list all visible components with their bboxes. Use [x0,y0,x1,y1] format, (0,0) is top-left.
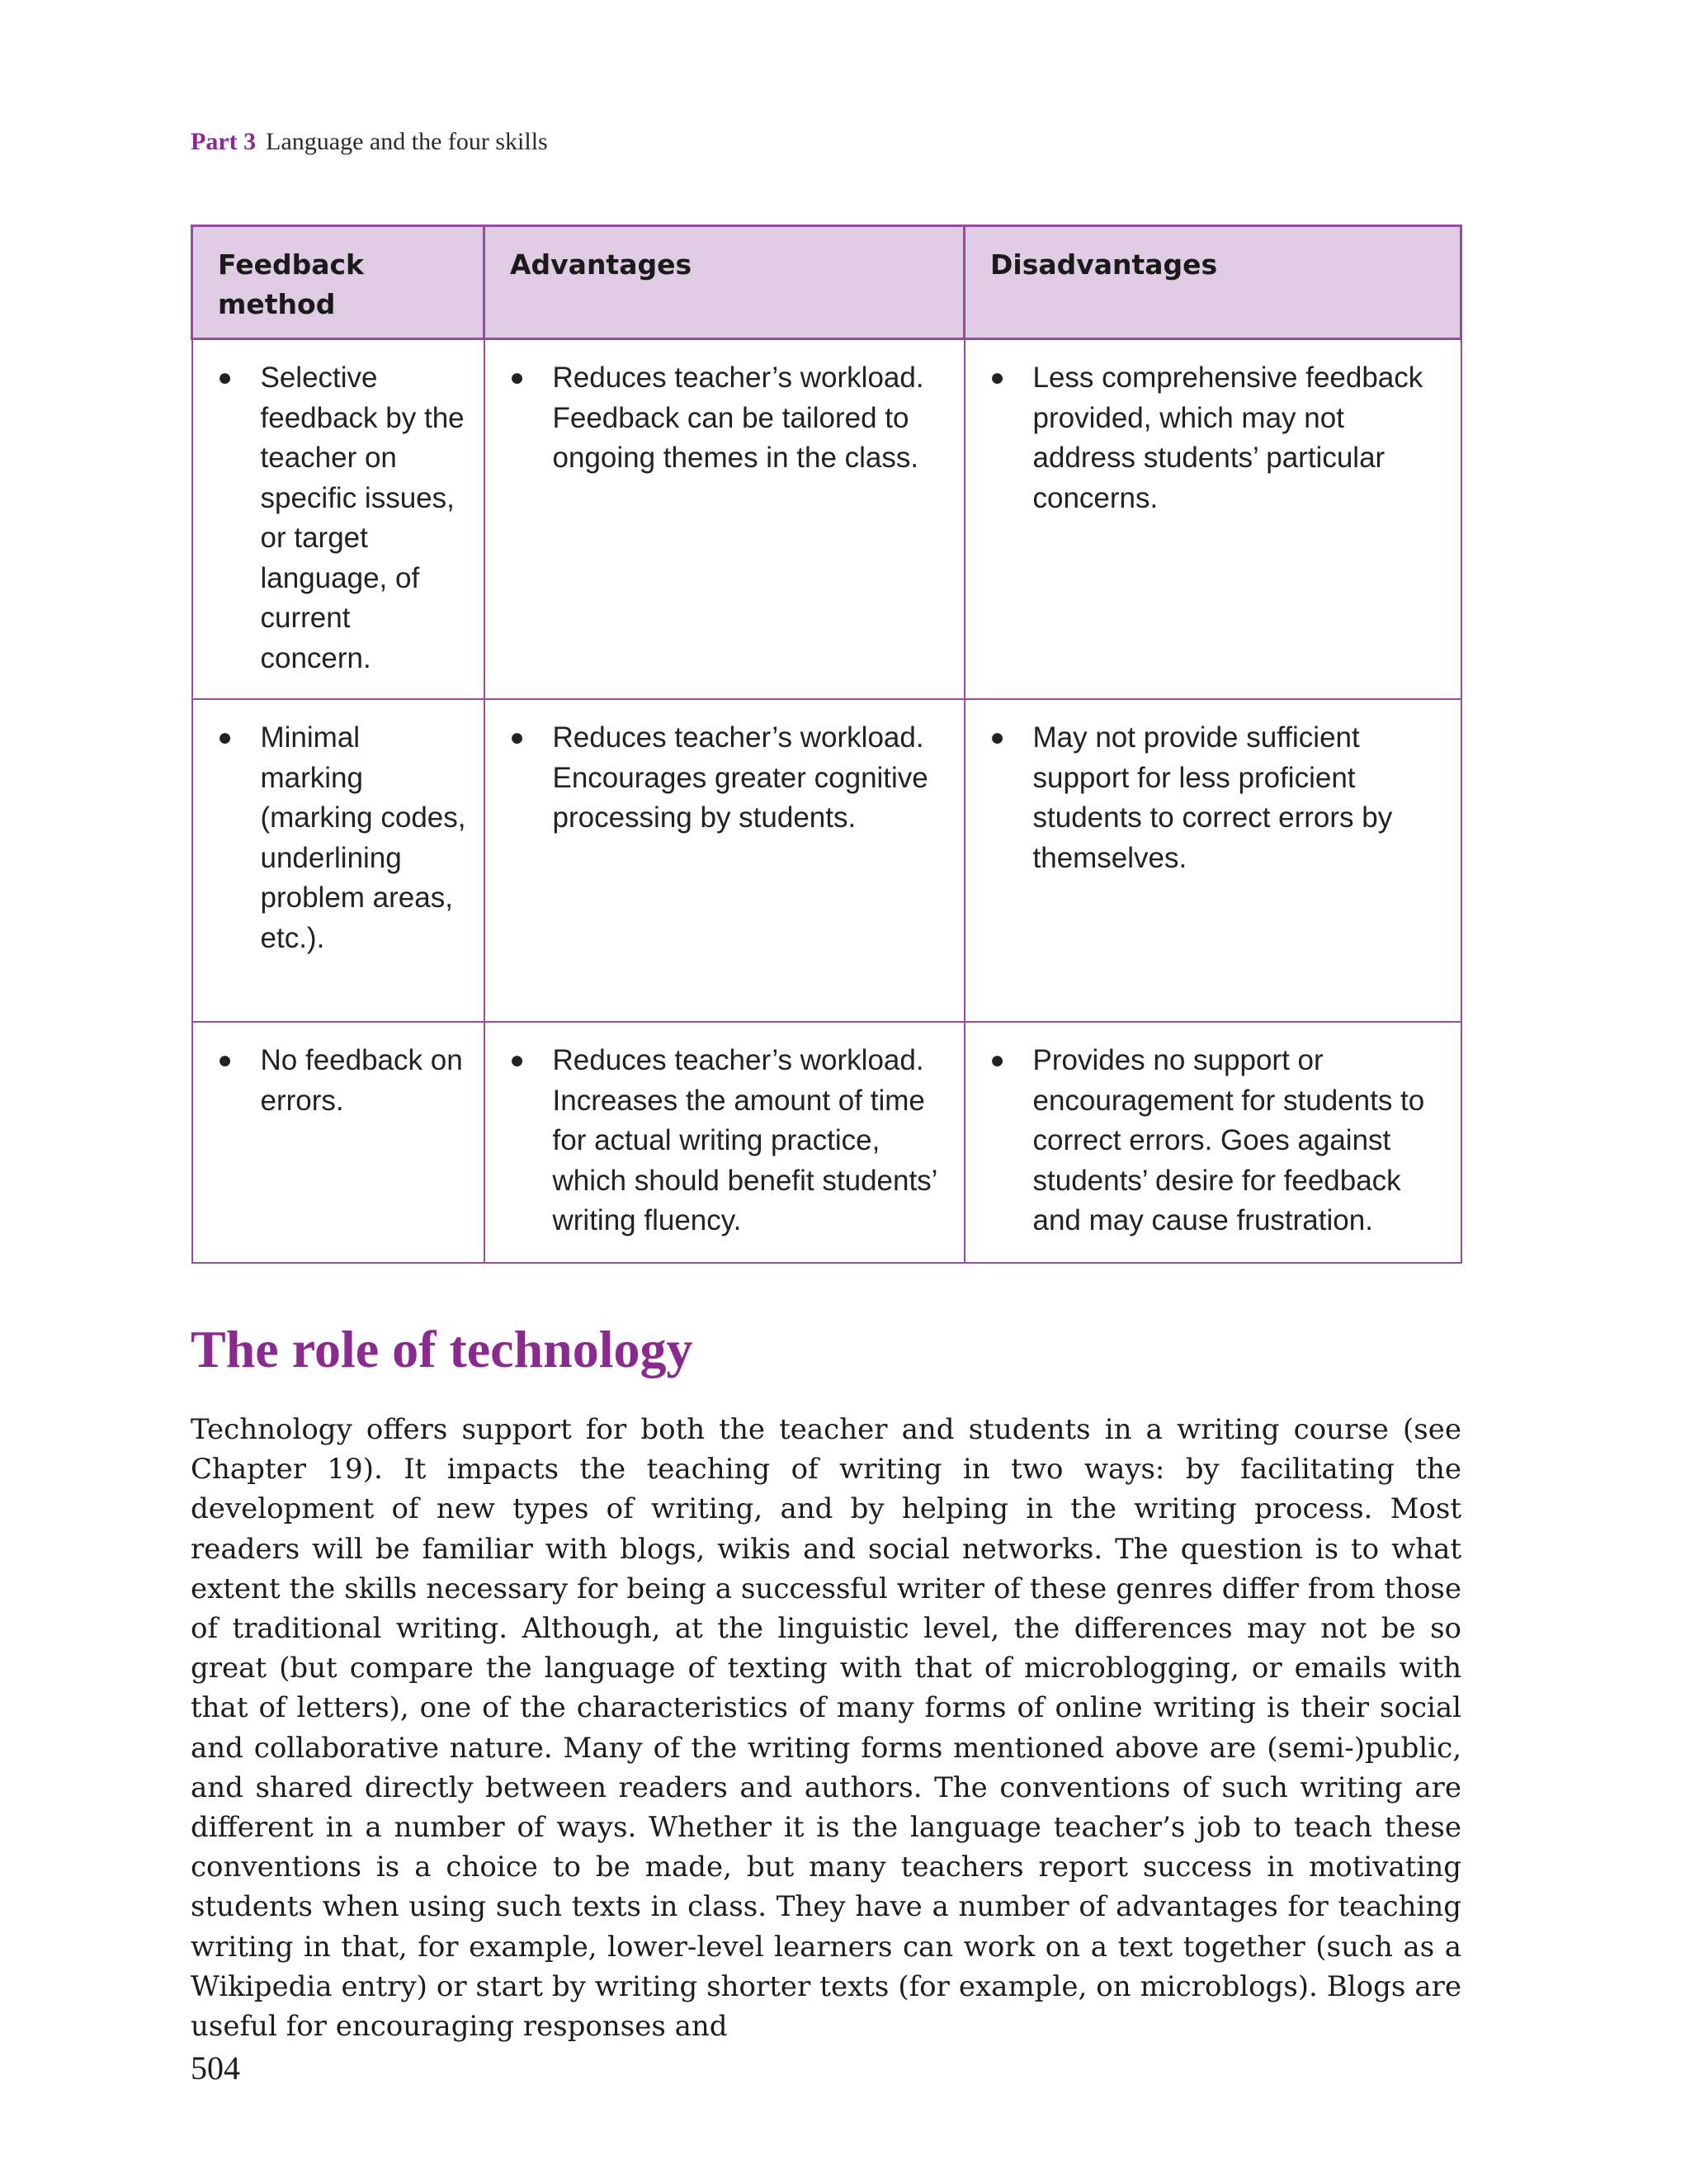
advantages-text: Reduces teacher’s workload. Increases the amount of time for actual writing practice, which should benefit students’ writing fluency. [552,1044,937,1236]
advantages-text: Reduces teacher’s workload. Feedback can be tailored to ongoing themes in the class. [552,362,924,474]
running-head-title: Language and the four skills [266,128,548,155]
advantages-cell [484,699,965,1022]
bullet-icon: ● [217,364,233,391]
method-text: No feedback on errors. [260,1044,463,1117]
disadvantages-text: May not provide sufficient support for less proficient students to correct errors by themselves. [1032,721,1393,874]
method-cell [192,1022,484,1263]
header-advantages: Advantages [484,226,965,339]
bullet-icon: ● [989,1047,1005,1074]
table-row [192,1022,1461,1263]
table-header-row [192,226,1461,339]
header-feedback-method: Feedback method [192,226,484,339]
bullet-icon: ● [509,364,525,391]
page-number: 504 [191,2049,240,2087]
running-head-part: Part 3 [191,128,257,155]
disadvantages-cell [965,1022,1461,1263]
running-head [191,128,548,156]
header-disadvantages: Disadvantages [965,226,1461,339]
bullet-icon: ● [217,1047,233,1074]
disadvantages-text: Provides no support or encouragement for students to correct errors. Goes against students’ desire for feedback and may cause frustration. [1032,1044,1425,1236]
bullet-icon: ● [509,724,525,751]
advantages-cell [484,339,965,700]
disadvantages-cell [965,699,1461,1022]
table-row [192,339,1461,700]
disadvantages-cell [965,339,1461,700]
advantages-cell [484,1022,965,1263]
bullet-icon: ● [217,724,233,751]
bullet-icon: ● [989,364,1005,391]
method-text: Minimal marking (marking codes, underlining problem areas, etc.). [260,721,466,954]
method-cell [192,339,484,700]
table-row [192,699,1461,1022]
disadvantages-text: Less comprehensive feedback provided, which may not address students’ particular concerns. [1032,362,1423,514]
method-cell [192,699,484,1022]
method-text: Selective feedback by the teacher on specific issues, or target language, of current concern. [260,362,465,674]
section-heading: The role of technology [191,1320,693,1378]
body-paragraph: Technology offers support for both the teacher and students in a writing course (see Chapter 19). It impacts the teaching of writing in two ways: by facilitating the development of new types of writing, and by helping in the writing process. Most readers will be familiar with blogs, wikis and social networks. The question is to what extent the skills necessary for being a successful writer of these genres differ from those of traditional writing. Although, at the linguistic level, the differences may not be so great (but compare the language of texting with that of microblogging, or emails with that of letters), one of the characteristics of many forms of online writing is their social and collaborative nature. Many of the writing forms mentioned above are (semi-)public, and shared directly between readers and authors. The conventions of such writing are different in a number of ways. Whether it is the language teacher’s job to teach these conventions is a choice to be made, but many teachers report success in motivating students when using such texts in class. They have a number of advantages for teaching writing in that, for example, lower-level learners can work on a text together (such as a Wikipedia entry) or start by writing shorter texts (for example, on microblogs). Blogs are useful for encouraging responses and [191,1413,1461,2044]
bullet-icon: ● [509,1047,525,1074]
feedback-methods-table [191,225,1462,1264]
advantages-text: Reduces teacher’s workload. Encourages greater cognitive processing by students. [552,721,928,834]
bullet-icon: ● [989,724,1005,751]
